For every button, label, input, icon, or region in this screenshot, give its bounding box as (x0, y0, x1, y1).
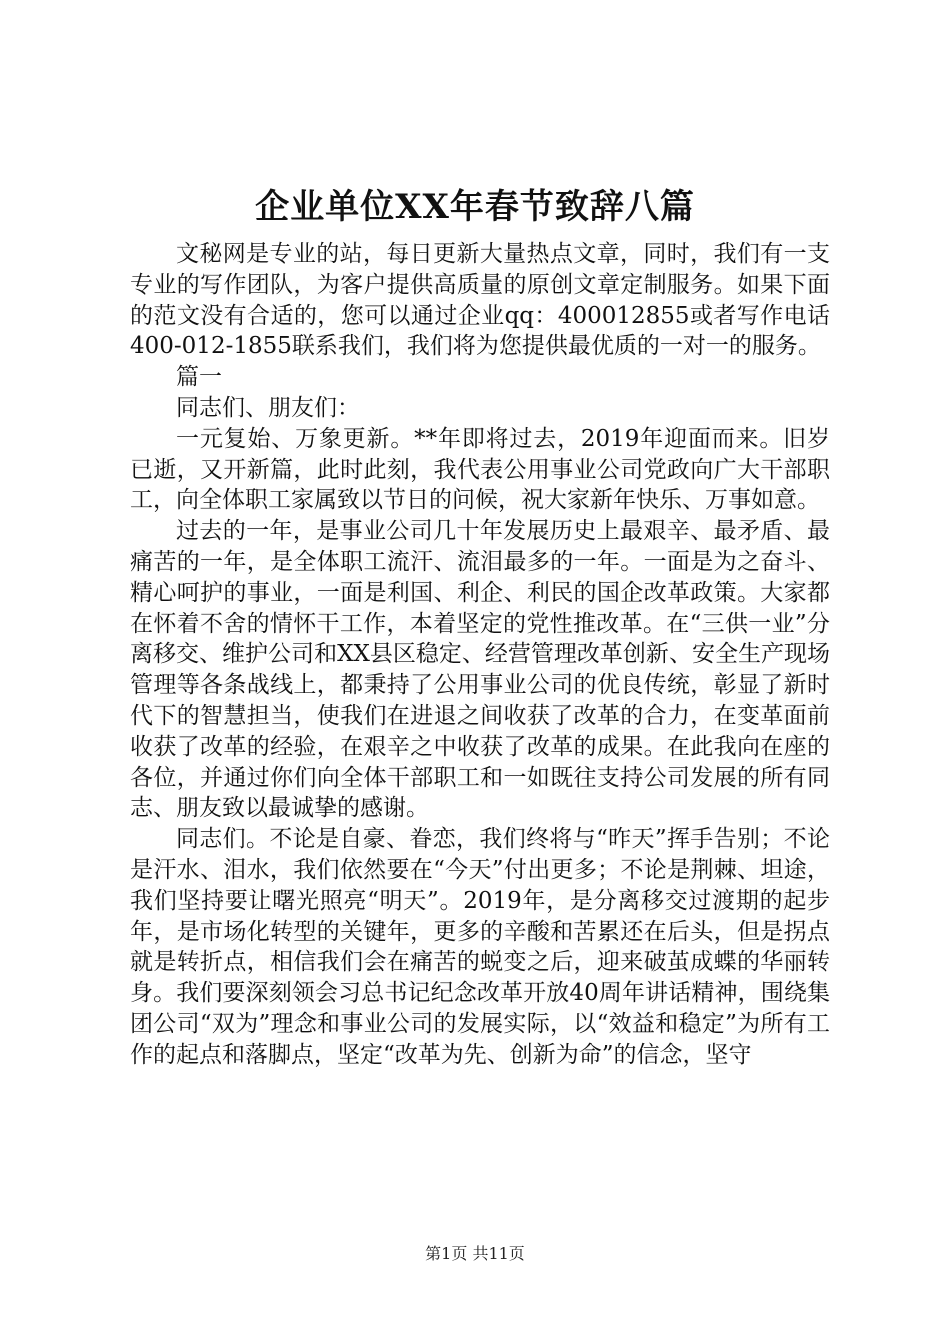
page-number-footer: 第1页 共11页 (425, 1244, 525, 1263)
intro-paragraph: 文秘网是专业的站，每日更新大量热点文章，同时，我们有一支专业的写作团队，为客户提供高质量的原创文章定制服务。如果下面的范文没有合适的，您可以通过企业qq：400012855或者写作电话400-012-1855联系我们，我们将为您提供最优质的一对一的服务。 (130, 241, 830, 360)
section-heading: 篇一 (176, 364, 222, 391)
body-paragraph: 过去的一年，是事业公司几十年发展历史上最艰辛、最矛盾、最痛苦的一年，是全体职工流汗、流泪最多的一年。一面是为之奋斗、精心呵护的事业，一面是利国、利企、利民的国企改革政策。大家都在怀着不舍的情怀干工作，本着坚定的党性推改革。在“三供一业”分离移交、维护公司和XX县区稳定、经营管理改革创新、安全生产现场管理等各条战线上，都秉持了公用事业公司的优良传统，彰显了新时代下的智慧担当，使我们在进退之间收获了改革的合力，在变革面前收获了改革的经验，在艰辛之中收获了改革的成果。在此我向在座的各位，并通过你们向全体干部职工和一如既往支持公司发展的所有同志、朋友致以最诚挚的感谢。 (130, 518, 830, 822)
body-paragraph: 同志们。不论是自豪、眷恋，我们终将与“昨天”挥手告别；不论是汗水、泪水，我们依然要在“今天”付出更多；不论是荆棘、坦途，我们坚持要让曙光照亮“明天”。2019年，是分离移交过渡期的起步年，是市场化转型的关键年，更多的辛酸和苦累还在后头，但是拐点就是转折点，相信我们会在痛苦的蜕变之后，迎来破茧成蝶的华丽转身。我们要深刻领会习总书记纪念改革开放40周年讲话精神，围绕集团公司“双为”理念和事业公司的发展实际，以“效益和稳定”为所有工作的起点和落脚点，坚定“改革为先、创新为命”的信念，坚守 (130, 826, 830, 1068)
body-paragraph: 一元复始、万象更新。**年即将过去，2019年迎面而来。旧岁已逝，又开新篇，此时此刻，我代表公用事业公司党政向广大干部职工，向全体职工家属致以节日的问候，祝大家新年快乐、万事如意。 (130, 425, 830, 514)
salutation: 同志们、朋友们： (176, 394, 360, 421)
document-title: 企业单位XX年春节致辞八篇 (255, 187, 695, 227)
document-body (130, 239, 830, 1071)
